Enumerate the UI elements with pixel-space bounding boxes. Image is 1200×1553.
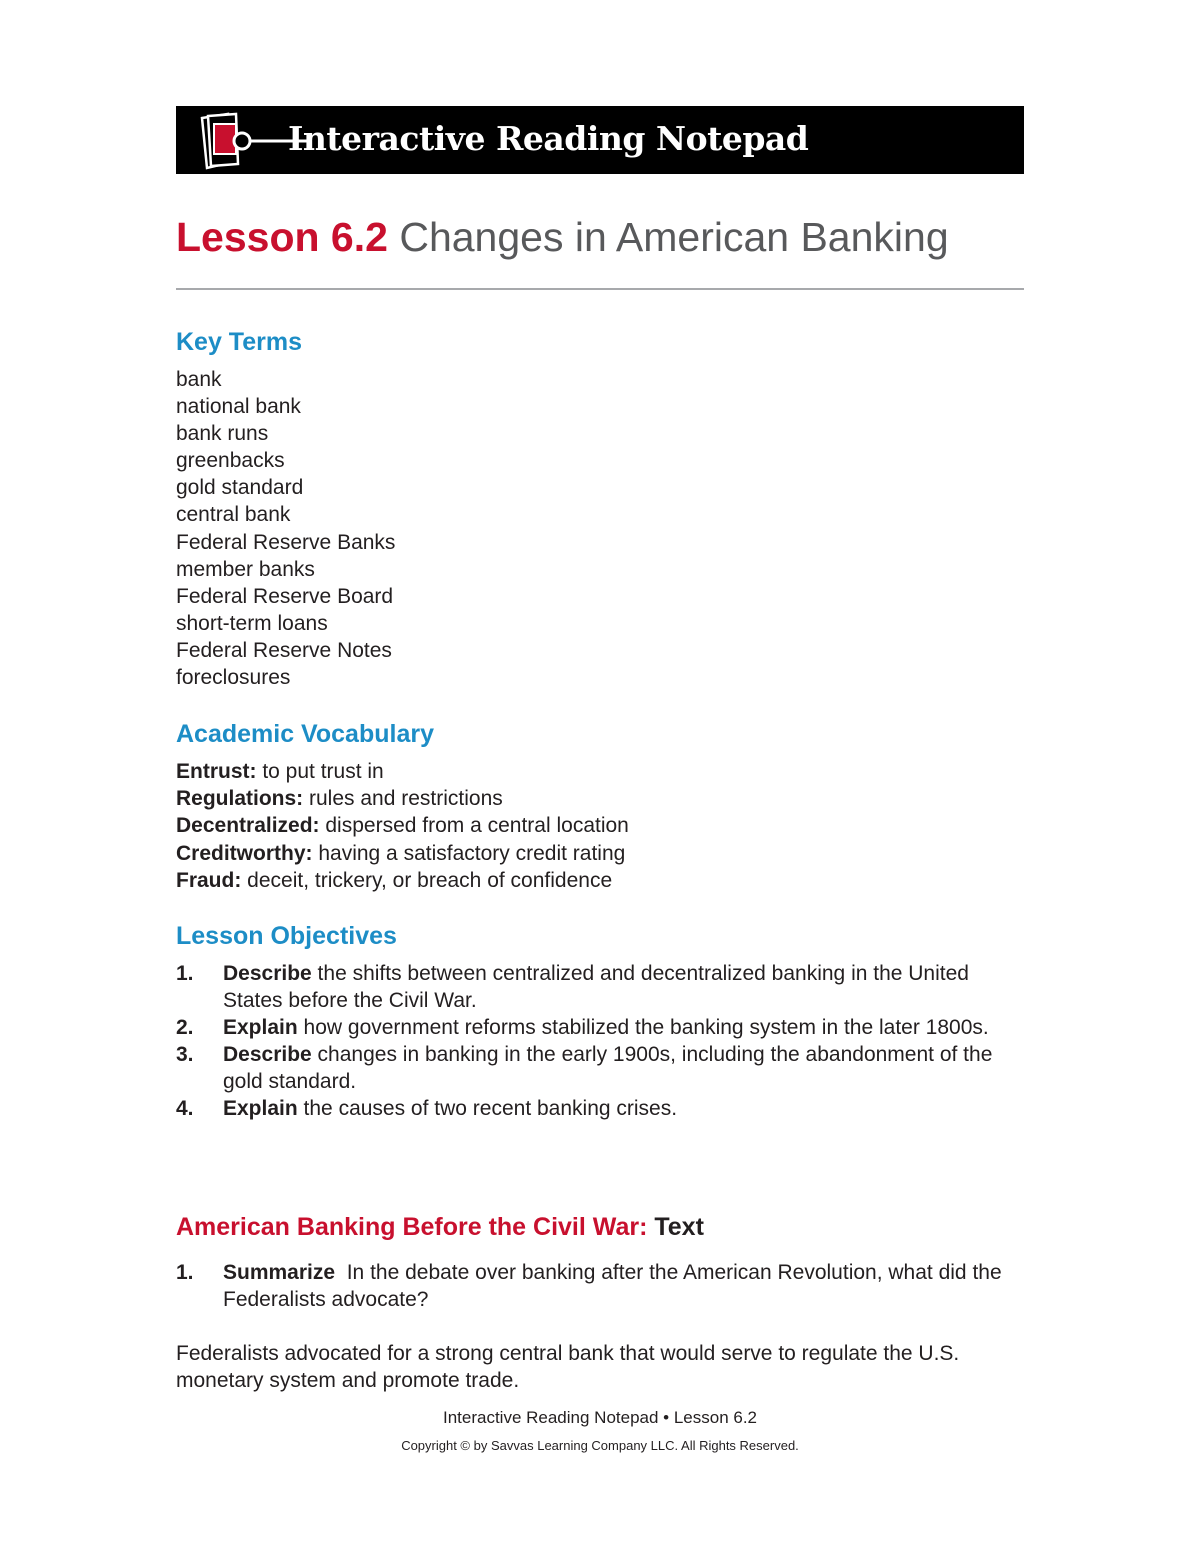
objective-text: the shifts between centralized and decentralized banking in the United States before the Civil War. bbox=[223, 962, 969, 1012]
answer-text: Federalists advocated for a strong central bank that would serve to regulate the U.S. monetary system and promote trade. bbox=[176, 1342, 960, 1392]
question-verb: Summarize bbox=[223, 1261, 336, 1284]
question-text: In the debate over banking after the American Revolution, what did the Federalists advocate? bbox=[223, 1261, 1008, 1311]
question-number: 1. bbox=[176, 1261, 194, 1284]
vocab-definition: rules and restrictions bbox=[303, 787, 503, 811]
vocab-term: Fraud: bbox=[176, 868, 242, 892]
title-divider bbox=[176, 288, 1024, 290]
header-banner bbox=[176, 106, 1024, 174]
key-terms-heading: Key Terms bbox=[176, 328, 302, 356]
objective-verb: Describe bbox=[223, 1043, 312, 1066]
vocab-item bbox=[176, 812, 629, 839]
objective-text: the causes of two recent banking crises. bbox=[297, 1097, 678, 1120]
vocab-term: Decentralized: bbox=[176, 814, 320, 838]
footer-title: Interactive Reading Notepad • Lesson 6.2 bbox=[442, 1408, 758, 1427]
key-term: central bank bbox=[176, 503, 291, 527]
page-title bbox=[176, 212, 949, 262]
objective-item bbox=[176, 1095, 1026, 1122]
academic-vocabulary-list bbox=[176, 758, 629, 894]
objective-verb: Explain bbox=[223, 1016, 298, 1039]
question-item bbox=[176, 1259, 1026, 1313]
question-body bbox=[176, 1259, 1026, 1313]
vocab-item bbox=[176, 840, 629, 867]
vocab-item bbox=[176, 785, 629, 812]
objective-number: 2. bbox=[176, 1016, 194, 1039]
objective-item bbox=[176, 960, 1026, 1014]
objective-verb: Explain bbox=[223, 1097, 298, 1120]
vocab-definition: dispersed from a central location bbox=[319, 814, 629, 838]
vocab-term: Entrust: bbox=[176, 760, 257, 783]
key-term: gold standard bbox=[176, 476, 304, 500]
vocab-item bbox=[176, 758, 629, 785]
civil-war-heading-title: American Banking Before the Civil War: bbox=[176, 1213, 648, 1241]
key-term: bank bbox=[176, 368, 222, 391]
lesson-number: Lesson 6.2 bbox=[176, 214, 388, 260]
lesson-objectives-heading: Lesson Objectives bbox=[176, 922, 397, 950]
key-term: foreclosures bbox=[176, 666, 291, 690]
objective-text: changes in banking in the early 1900s, including the abandonment of the gold standard. bbox=[223, 1043, 993, 1093]
vocab-item bbox=[176, 867, 629, 894]
key-term: Federal Reserve Notes bbox=[176, 638, 392, 662]
vocab-definition: to put trust in bbox=[256, 760, 384, 783]
key-term: greenbacks bbox=[176, 449, 285, 473]
key-term: member banks bbox=[176, 557, 315, 581]
vocab-definition: having a satisfactory credit rating bbox=[312, 841, 626, 865]
objective-number: 4. bbox=[176, 1097, 194, 1120]
objective-text: how government reforms stabilized the banking system in the later 1800s. bbox=[297, 1016, 989, 1039]
objective-number: 1. bbox=[176, 962, 194, 985]
objective-number: 3. bbox=[176, 1043, 194, 1066]
key-term: Federal Reserve Board bbox=[176, 584, 394, 608]
objective-verb: Describe bbox=[223, 962, 312, 985]
civil-war-section-heading bbox=[176, 1213, 704, 1242]
banner-title: Interactive Reading Notepad bbox=[288, 119, 809, 158]
key-term: Federal Reserve Banks bbox=[176, 530, 396, 554]
civil-war-heading-type: Text bbox=[647, 1213, 704, 1241]
key-term: bank runs bbox=[176, 422, 269, 446]
vocab-term: Creditworthy: bbox=[176, 841, 313, 865]
key-term: short-term loans bbox=[176, 611, 328, 635]
objective-item bbox=[176, 1041, 1026, 1095]
footer-copyright: Copyright © by Savvas Learning Company LLC. All Rights Reserved. bbox=[401, 1438, 799, 1453]
key-term: national bank bbox=[176, 395, 301, 419]
lesson-name: Changes in American Banking bbox=[399, 214, 949, 260]
lesson-objectives-list bbox=[176, 960, 1026, 1122]
vocab-term: Regulations: bbox=[176, 787, 304, 811]
key-terms-list bbox=[176, 366, 395, 691]
academic-vocabulary-heading: Academic Vocabulary bbox=[176, 720, 434, 748]
objective-item bbox=[176, 1014, 1026, 1041]
vocab-definition: deceit, trickery, or breach of confidence bbox=[241, 868, 613, 892]
